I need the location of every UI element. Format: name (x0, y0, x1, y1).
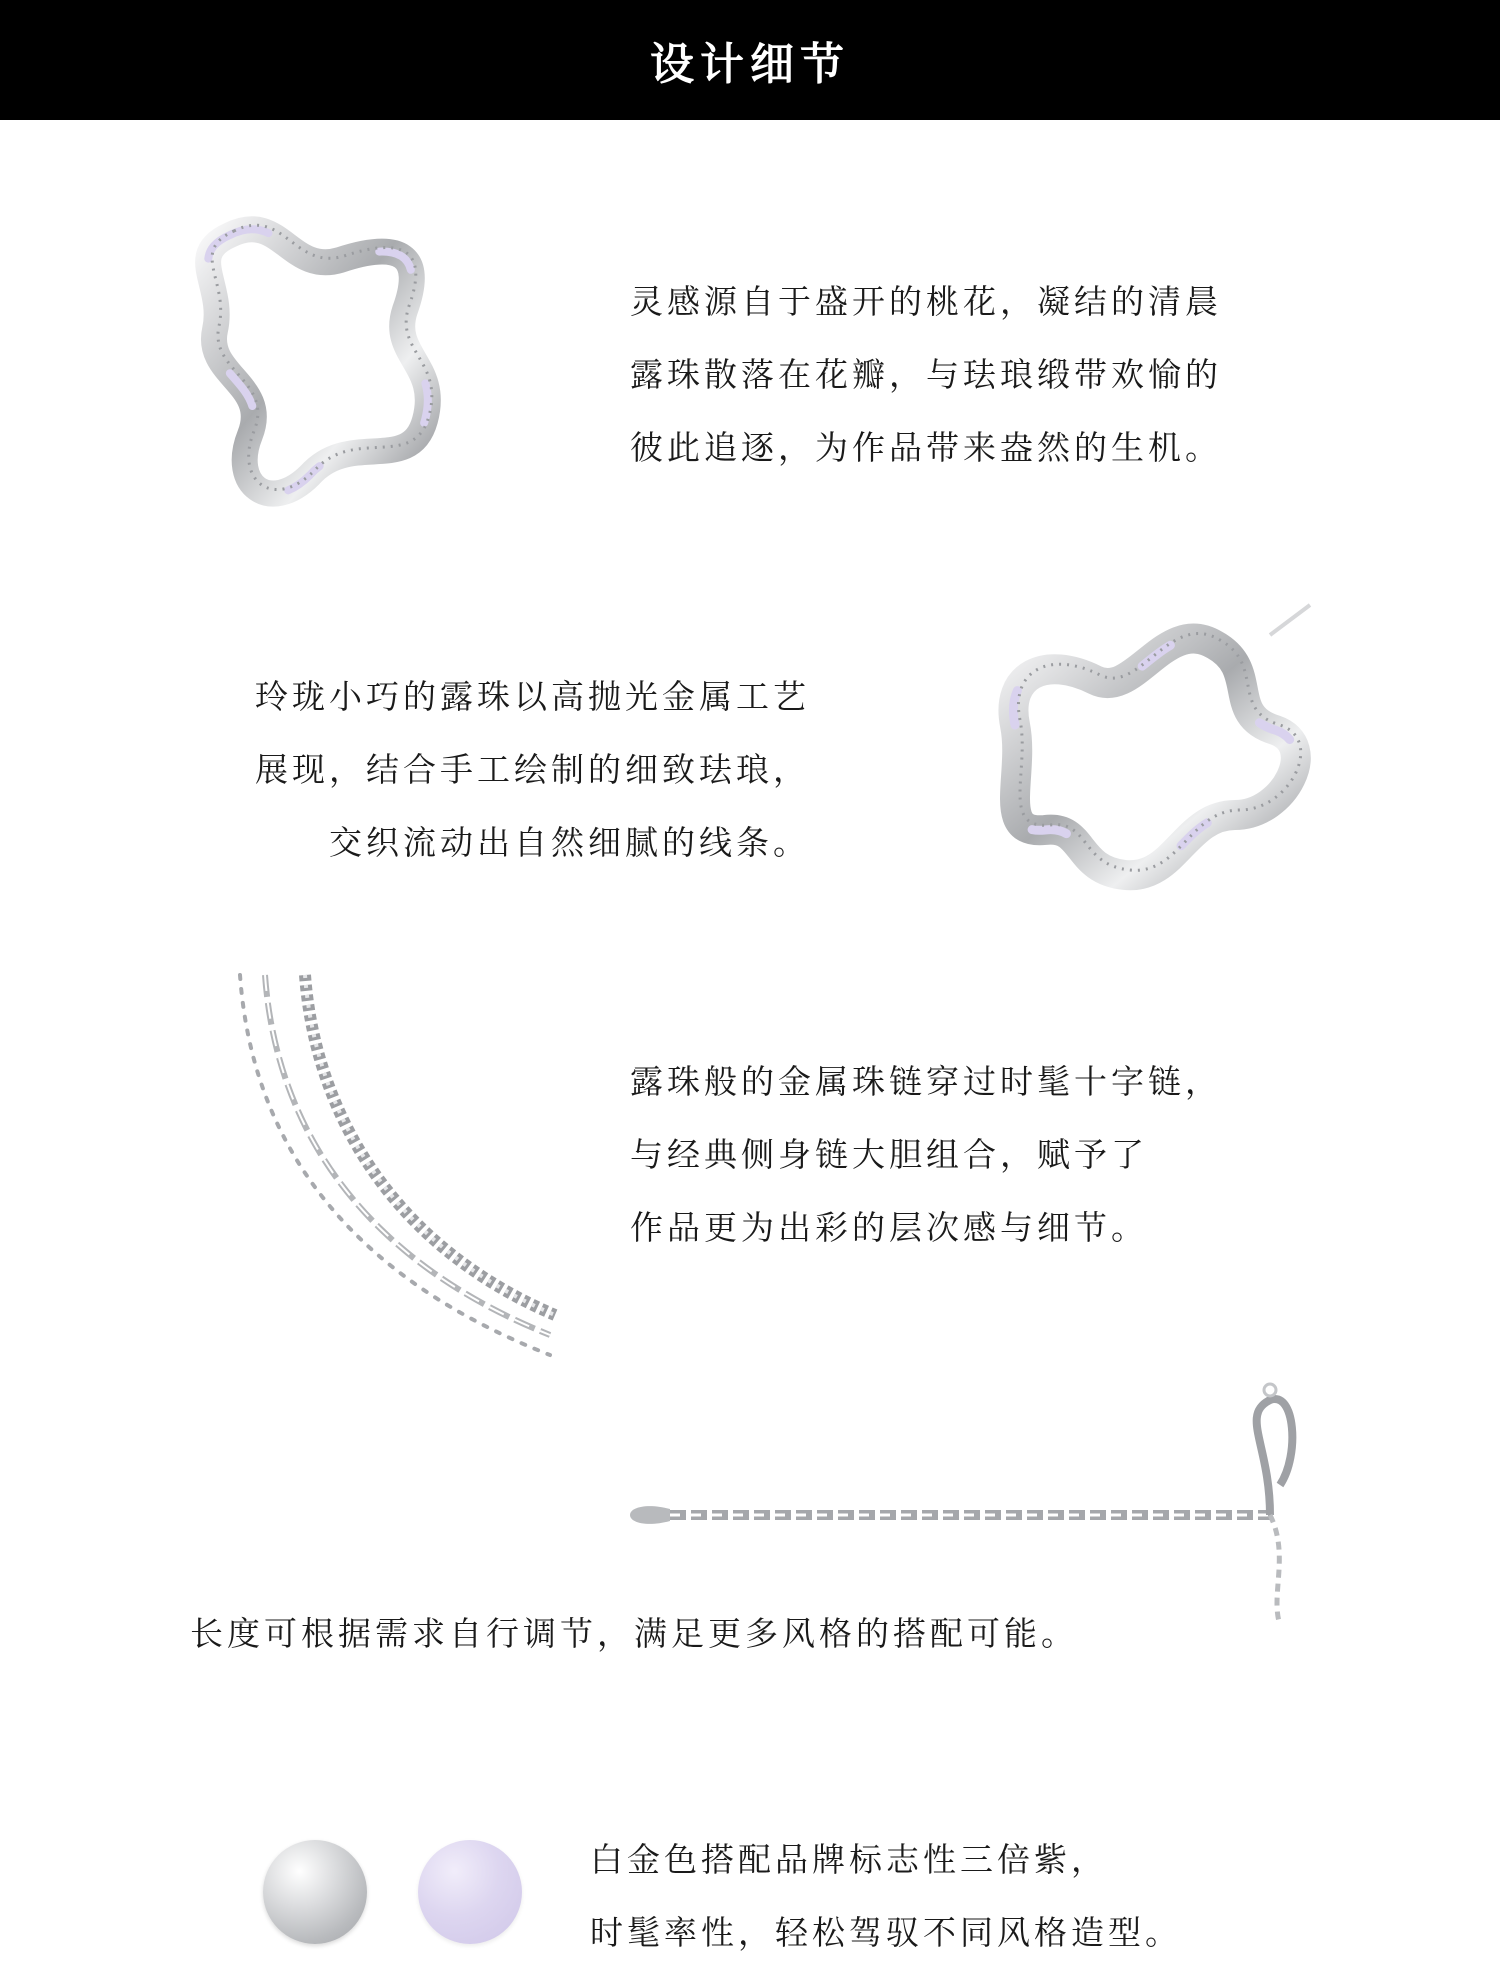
page-title: 设计细节 (650, 39, 850, 90)
text-line: 白金色搭配品牌标志性三倍紫， (590, 1840, 1108, 1879)
text-line: 灵感源自于盛开的桃花，凝结的清晨 (630, 282, 1222, 321)
text-line: 彼此追逐，为作品带来盎然的生机。 (630, 428, 1222, 467)
section-2-text (255, 660, 810, 879)
chain-layers-image (220, 965, 560, 1365)
text-line: 露珠散落在花瓣，与珐琅缎带欢愉的 (630, 355, 1222, 394)
text-line: 长度可根据需求自行调节，满足更多风格的搭配可能。 (190, 1614, 1078, 1653)
text-line: 交织流动出自然细腻的线条。 (329, 823, 810, 862)
text-line: 时髦率性，轻松驾驭不同风格造型。 (590, 1913, 1182, 1952)
pendant-image-middle (985, 605, 1315, 905)
header-bar (0, 0, 1500, 120)
color-swatch-silver (263, 1840, 367, 1944)
section-3-text (630, 1045, 1222, 1264)
section-4-text (190, 1597, 1078, 1670)
text-line: 露珠般的金属珠链穿过时髦十字链， (630, 1062, 1222, 1101)
color-swatch-lavender (418, 1840, 522, 1944)
section-5-text (590, 1823, 1182, 1969)
text-line: 玲珑小巧的露珠以高抛光金属工艺 (255, 677, 810, 716)
section-1-text (630, 265, 1222, 484)
text-line: 展现，结合手工绘制的细致珐琅， (255, 750, 810, 789)
text-line: 与经典侧身链大胆组合，赋予了 (630, 1135, 1148, 1174)
text-line: 作品更为出彩的层次感与细节。 (630, 1208, 1148, 1247)
pendant-image-top (190, 215, 490, 515)
